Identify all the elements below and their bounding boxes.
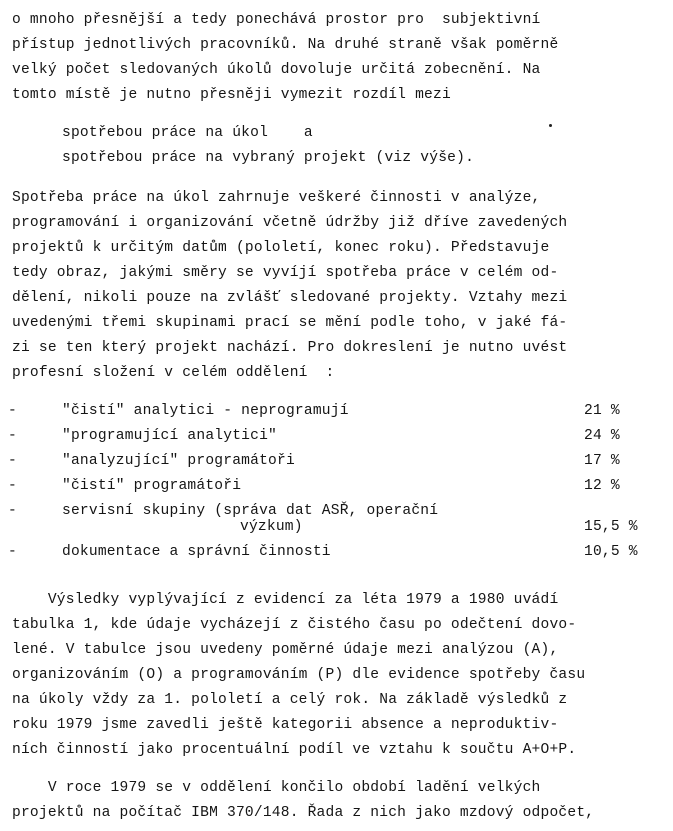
list-item-label: dokumentace a správní činnosti	[62, 544, 331, 560]
paragraph-4-line: V roce 1979 se v oddělení končilo období ladění velkých	[12, 780, 541, 796]
list-item-percent: 12 %	[584, 478, 620, 494]
list-item-label: "analyzující" programátoři	[62, 453, 295, 469]
list-item-percent: 15,5 %	[584, 519, 638, 535]
paragraph-4-line: projektů na počítač IBM 370/148. Řada z nich jako mzdový odpočet,	[12, 805, 595, 821]
list-item-label: "čistí" analytici - neprogramují	[62, 403, 349, 419]
list-dash: -	[8, 478, 17, 494]
list-dash: -	[8, 428, 17, 444]
paragraph-2-line: tedy obraz, jakými směry se vyvíjí spotřeba práce v celém od-	[12, 265, 559, 281]
paragraph-2-line: programování i organizování včetně údržby již dříve zavedených	[12, 215, 568, 231]
paragraph-2-line: projektů k určitým datům (pololetí, konec roku). Představuje	[12, 240, 550, 256]
list-item-percent: 17 %	[584, 453, 620, 469]
list-dash: -	[8, 403, 17, 419]
list-item-label: "čistí" programátoři	[62, 478, 242, 494]
definition-line: spotřebou práce na úkol a	[62, 125, 313, 141]
paragraph-2-line: zi se ten který projekt nachází. Pro dokreslení je nutno uvést	[12, 340, 568, 356]
paragraph-3-line: na úkoly vždy za 1. pololetí a celý rok. Na základě výsledků z	[12, 692, 568, 708]
paragraph-3-line: organizováním (O) a programováním (P) dle evidence spotřeby času	[12, 667, 586, 683]
paragraph-1-line: tomto místě je nutno přesněji vymezit rozdíl mezi	[12, 87, 451, 103]
paragraph-3-line: ních činností jako procentuální podíl ve vztahu k součtu A+O+P.	[12, 742, 577, 758]
list-dash: -	[8, 544, 17, 560]
list-dash: -	[8, 503, 17, 519]
stray-mark	[549, 124, 552, 127]
list-item-label: "programující analytici"	[62, 428, 277, 444]
paragraph-2-line: profesní složení v celém oddělení :	[12, 365, 335, 381]
paragraph-2-line: Spotřeba práce na úkol zahrnuje veškeré činnosti v analýze,	[12, 190, 541, 206]
list-item-label-continuation: výzkum)	[240, 519, 303, 535]
list-item-percent: 10,5 %	[584, 544, 638, 560]
paragraph-1-line: o mnoho přesnější a tedy ponechává prostor pro subjektivní	[12, 12, 541, 28]
paragraph-2-line: dělení, nikoli pouze na zvlášť sledované projekty. Vztahy mezi	[12, 290, 568, 306]
definition-line: spotřebou práce na vybraný projekt (viz výše).	[62, 150, 475, 166]
paragraph-1-line: přístup jednotlivých pracovníků. Na druhé straně však poměrně	[12, 37, 559, 53]
paragraph-3-line: Výsledky vyplývající z evidencí za léta 1979 a 1980 uvádí	[12, 592, 559, 608]
paragraph-2-line: uvedenými třemi skupinami prací se mění podle toho, v jaké fá-	[12, 315, 568, 331]
list-dash: -	[8, 453, 17, 469]
paragraph-3-line: tabulka 1, kde údaje vycházejí z čistého času po odečtení dovo-	[12, 617, 577, 633]
paragraph-3-line: roku 1979 jsme zavedli ještě kategorii absence a neproduktiv-	[12, 717, 559, 733]
paragraph-1-line: velký počet sledovaných úkolů dovoluje určitá zobecnění. Na	[12, 62, 541, 78]
list-item-percent: 21 %	[584, 403, 620, 419]
list-item-label: servisní skupiny (správa dat ASŘ, operační	[62, 503, 439, 519]
paragraph-3-line: lené. V tabulce jsou uvedeny poměrné údaje mezi analýzou (A),	[12, 642, 559, 658]
list-item-percent: 24 %	[584, 428, 620, 444]
